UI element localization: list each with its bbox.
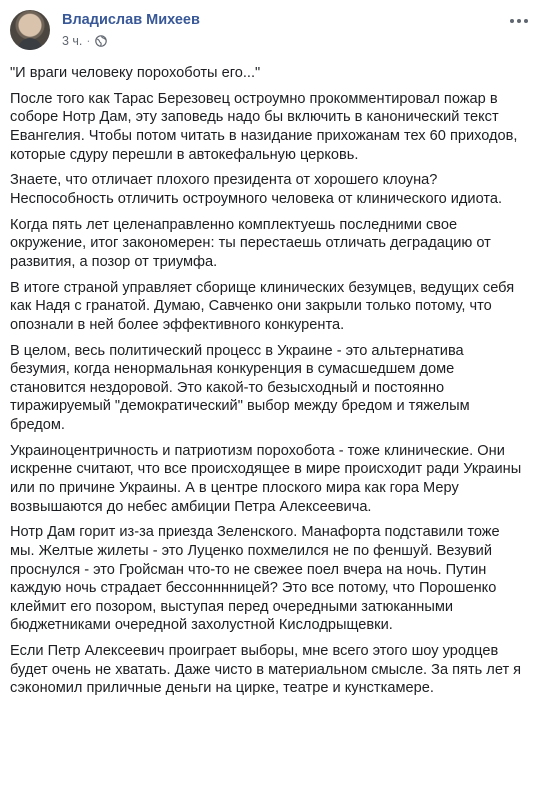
post-timestamp[interactable]: 3 ч. — [62, 34, 83, 48]
post-paragraph-7: Украиноцентричность и патриотизм порохобота - тоже клинические. Они искренне считают, что все происходящее в мире происходит ради Украины или по причине Украины. А в центре плоского мира как гора Меру возвышаются до небес амбиции Петра Алексеевича. — [10, 442, 522, 515]
post-paragraph-1: "И враги человеку порохоботы его..." — [10, 65, 261, 81]
more-options-icon[interactable] — [507, 12, 531, 30]
post-paragraph-3: Знаете, что отличает плохого президента от хорошего клоуна? Неспособность отличить остроумного человека от клинического идиота. — [10, 172, 503, 207]
post-paragraph-5: В итоге страной управляет сборище клинических безумцев, ведущих себя как Надя с гранатой. Думаю, Савченко они закрыли только потому, что опознали в ней более эффективного конкурента. — [10, 279, 515, 333]
post-meta — [62, 34, 107, 48]
post-paragraph-9: Если Петр Алексеевич проиграет выборы, мне всего этого шоу уродцев будет очень не хватать. Даже чисто в материальном смысле. За пять лет я сэкономил приличные деньги на цирке, театре и кунсткамере. — [10, 643, 522, 697]
post-paragraph-8: Нотр Дам горит из-за приезда Зеленского. Манафорта подставили тоже мы. Желтые жилеты - это Луценко похмелился не по феншуй. Везувий проснулся - это Гройсман что-то не свежее поел вчера на ночь. Путин каждую ночь страдает бессонннницей? Это все потому, что Порошенко клеймит его позором, выступая перед очередными затюканными бюджетниками очередной захолустной Кислодрыщевки. — [10, 524, 500, 634]
post-text — [10, 64, 533, 698]
post-paragraph-2: После того как Тарас Березовец остроумно прокомментировал пожар в соборе Нотр Дам, эту заповедь надо бы включить в канонический текст Евангелия. Чтобы потом читать в назидание прихожанам тех 60 приходов, которые сдуру перешли в автокефальную церковь. — [10, 90, 518, 163]
user-avatar[interactable] — [10, 10, 50, 50]
meta-separator: · — [86, 34, 91, 48]
globe-icon[interactable] — [95, 35, 107, 47]
author-name[interactable]: Владислав Михеев — [62, 12, 200, 28]
post-paragraph-4: Когда пять лет целенаправленно комплектуешь последними свое окружение, итог закономерен: ты перестаешь отличать деградацию от развития, а позор от триумфа. — [10, 216, 491, 270]
post-header — [10, 10, 533, 64]
post-paragraph-6: В целом, весь политический процесс в Украине - это альтернатива безумия, когда ненормальная конкуренция в сумасшедшем доме становится нездоровой. Это какой-то безысходный и постоянно тиражируемый "демократический" выбор между бредом и тяжелым бредом. — [10, 342, 470, 434]
